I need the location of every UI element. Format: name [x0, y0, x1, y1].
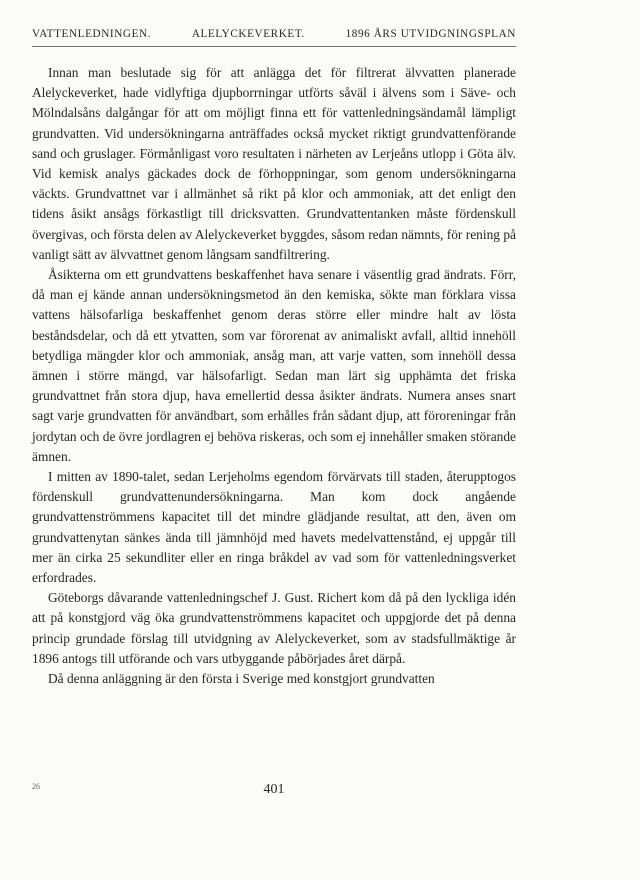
paragraph-1: Innan man beslutade sig för att anlägga det för filtrerat älvvatten planerade Alelyckeverket, hade vidlyftiga djupborrningar utförts såväl i älvens som i Säve- och Mölndalsåns dalgångar för att om möjligt finna ett för vattenledningsändamål lämpligt grundvatten. Vid undersökningarna anträffades också mycket riktigt grundvattenförande sand och gruslager. Förmånligast voro resultaten i närheten av Lerjeåns utlopp i Göta älv. Vid kemisk analys gäckades dock de förhoppningar, som genom undersökningarna väckts. Grundvattnet var i allmänhet så rikt på klor och ammoniak, att det enligt den tidens åsikt ansågs förkastligt till dricksvatten. Grundvattentanken måste fördenskull övergivas, och första delen av Alelyckeverket byggdes, såsom redan nämnts, för rening på vanligt sätt av älvvattnet genom långsam sandfiltrering.: [32, 65, 516, 262]
paragraph-2: Åsikterna om ett grundvattens beskaffenhet hava senare i väsentlig grad ändrats. Förr, då man ej kände annan undersökningsmetod än den kemiska, sökte man förklara vissa vattens hälsofarliga beskaffenhet genom deras större eller mindre halt av lösta beståndsdelar, och då ett ytvatten, som var förorenat av animaliskt avfall, alltid innehöll betydliga mängder klor och ammoniak, ansåg man, att varje vatten, som innehöll dessa ämnen i större mängd, var hälsofarligt. Sedan man lärt sig upphämta det friska grundvattnet från stora djup, hava emellertid dessa åsikter ändrats. Numera anses snart sagt varje grundvatten för användbart, som erhålles från sådant djup, att föroreningar från jordytan och de övre jordlagren ej behöva riskeras, och som ej innehåller smaken störande ämnen.: [32, 267, 516, 464]
page-footer: [32, 782, 516, 797]
running-head-topic: 1896 ÅRS UTVIDGNINGSPLAN: [345, 28, 516, 40]
paragraph-5: Då denna anläggning är den första i Sverige med konstgjort grundvatten: [48, 671, 435, 687]
page: [32, 24, 516, 689]
paragraph-3: I mitten av 1890-talet, sedan Lerjeholms egendom förvärvats till staden, återupptogos fördenskull grundvattenundersökningarna. Man kom dock angående grundvattenströmmens kapacitet till det mindre glädjande resultat, att den, även om grundvattenytan sänkes ända till jämnhöjd med havets medelvattenstånd, ej uppgår till mer än cirka 25 sekundliter eller en ringa bråkdel av vad som för vattenledningsverket erfordrades.: [32, 469, 516, 586]
running-head-chapter: ALELYCKEVERKET.: [191, 28, 305, 40]
body-text: [32, 63, 516, 689]
running-head-section: VATTENLEDNINGEN.: [32, 28, 152, 40]
signature-mark: 26: [32, 782, 40, 791]
paragraph-4: Göteborgs dåvarande vattenledningschef J. Gust. Richert kom då på den lyckliga idén att på konstgjord väg öka grundvattenströmmens kapacitet och uppgjorde det på denna princip grundade förslag till utvidgning av Alelyckeverket, som av stadsfullmäktige år 1896 antogs till utförande och vars utbyggande påbörjades året därpå.: [32, 590, 516, 666]
page-number: 401: [263, 782, 285, 797]
running-head: [32, 24, 516, 47]
